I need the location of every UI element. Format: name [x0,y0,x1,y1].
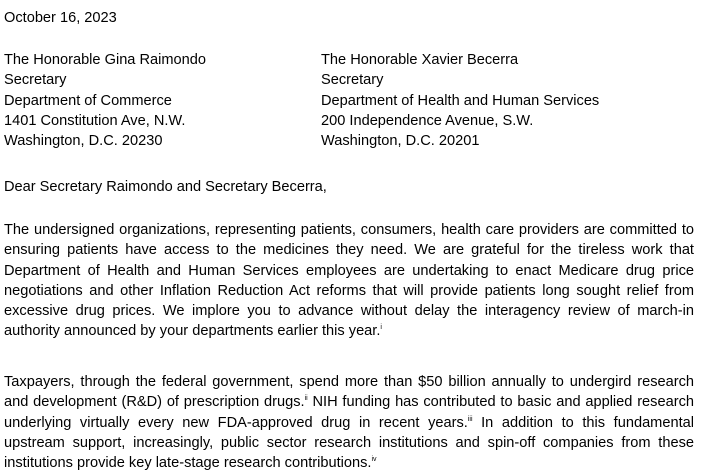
recipient-name: The Honorable Gina Raimondo [4,52,206,68]
letter-page [4,8,694,472]
footnote-marker[interactable]: iv [371,456,377,464]
recipient-title: Secretary [4,72,67,89]
recipient-department: Department of Commerce [4,92,172,109]
body-paragraph-1 [4,220,694,342]
footnote-marker[interactable]: ii [304,395,308,403]
paragraph-text: NIH funding has contributed to basic and applied research underlying virtually every new FDA-approved drug in recent years. [4,394,694,431]
paragraph-text: In addition to this fundamental upstream support, increasingly, public sector research institutions and spin-off companies from these institutions provide key late-stage research contributions. [4,414,694,472]
footnote-marker[interactable]: i [380,324,382,332]
recipient-department: Department of Health and Human Services [321,92,600,109]
recipient-name: The Honorable Xavier Becerra [321,52,519,68]
paragraph-text: Taxpayers, through the federal government, spend more than $50 billion annually to undergird research and development (R&D) of prescription drugs. [4,374,694,411]
salutation: Dear Secretary Raimondo and Secretary Becerra, [4,179,327,195]
footnote-marker[interactable]: iii [467,415,473,423]
body-paragraph-2 [4,372,694,473]
recipient-city: Washington, D.C. 20201 [321,133,480,150]
recipient-addresses [4,50,694,154]
recipient-title: Secretary [321,72,384,89]
paragraph-text: The undersigned organizations, representing patients, consumers, health care providers are committed to ensuring patients have access to the medicines they need. We are grateful for the tireless work that Department of Health and Human Services employees are undertaking to enact Medicare drug price negotiations and other Inflation Reduction Act reforms that will provide patients long sought relief from excessive drug prices. We implore you to advance without delay the interagency review of march-in authority announced by your departments earlier this year. [4,222,694,340]
recipient-street: 1401 Constitution Ave, N.W. [4,112,186,129]
letter-date: October 16, 2023 [4,10,117,26]
recipient-street: 200 Independence Avenue, S.W. [321,112,534,129]
recipient-address-raimondo [4,50,206,151]
recipient-address-becerra [321,50,599,151]
recipient-city: Washington, D.C. 20230 [4,133,163,150]
